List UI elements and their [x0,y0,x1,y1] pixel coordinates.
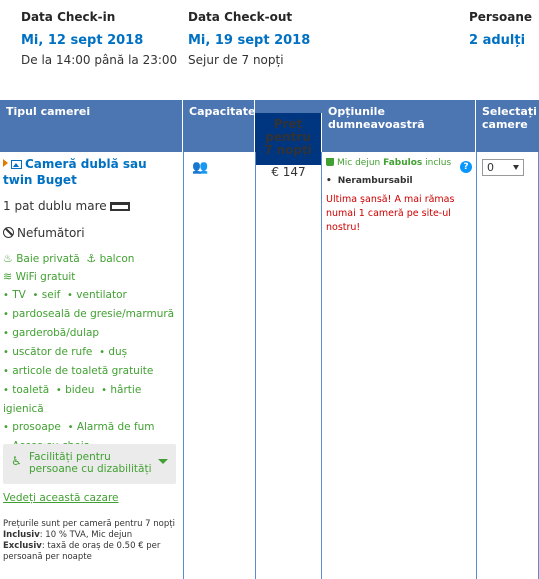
divider [321,152,322,579]
chevron-down-icon [513,165,519,170]
header-options: Opțiunile dumneavoastră [322,100,476,152]
facility-row [3,250,178,268]
facility-item: balcon [99,253,135,265]
room-price: € 147 [271,165,306,179]
divider [183,152,184,579]
facility-item: pardoseală de gresie/marmură [12,308,175,320]
facility-row: • toaletă • bideu • hârtie igienică [3,384,142,415]
wheelchair-icon: ♿ [11,454,22,468]
room-title-link[interactable] [3,156,178,188]
price-note [3,519,178,563]
smoking-text: Nefumători [17,226,85,240]
booking-summary [0,0,539,100]
room-title: Cameră dublă sau twin Buget [3,157,147,187]
facility-item: seif [41,289,61,301]
facility-item: Alarmă de fum [76,421,155,433]
smoking-info [3,226,178,240]
guests-label: Persoane [469,10,533,24]
expand-triangle-icon [3,159,8,167]
nonrefundable-label: • Nerambursabil [326,176,476,186]
coffee-cup-icon [326,158,334,166]
meal-prefix: Mic dejun [337,158,381,168]
checkin-block [21,10,177,67]
note-excluded-label: Exclusiv [3,541,42,551]
facility-item: toaletă [12,384,50,396]
accessibility-dropdown[interactable] [3,444,176,484]
divider [255,152,256,579]
checkin-hours: De la 14:00 până la 23:00 [21,53,178,67]
facility-item: duș [108,346,128,358]
checkout-label: Data Check-out [188,10,293,24]
checkout-block [188,10,310,67]
checkin-date[interactable]: Mi, 12 sept 2018 [21,33,144,48]
note-included: : 10 % TVA, Mic dejun [39,530,133,540]
bed-info [3,198,178,214]
facility-row [3,268,178,286]
facility-row: • pardoseală de gresie/marmură [3,308,175,320]
facility-item: ventilator [76,289,127,301]
note-excluded: : taxă de oraș de 0.50 € per persoană per noapte [3,541,161,562]
room-table-header [0,100,539,157]
two-persons-icon: 👥 [192,160,208,175]
view-property-link[interactable]: Vedeți această cazare [3,492,119,504]
room-row [0,152,539,579]
header-select: Selectați camere [482,105,537,131]
meal-suffix: inclus [425,158,452,168]
note-line: Prețurile sunt per cameră pentru 7 nopți [3,519,175,529]
stay-length: Sejur de 7 nopți [188,53,284,67]
checkout-date[interactable]: Mi, 19 sept 2018 [188,33,311,48]
facility-row: • prosoape • Alarmă de fum [3,421,155,433]
facility-item: prosoape [12,421,61,433]
facility-row: • TV • seif • ventilator [3,289,127,301]
facility-item: uscător de rufe [12,346,93,358]
room-options [326,156,476,235]
meal-info [326,156,476,170]
facility-item: articole de toaletă gratuite [12,365,154,377]
facility-item: WiFi gratuit [15,271,76,283]
bed-icon [110,202,130,211]
facility-item: garderobă/dulap [12,327,100,339]
facility-item: hârtie igienică [3,384,142,415]
wifi-icon: ≋ [3,270,13,283]
facility-item: Baie privată [16,253,80,265]
facility-row: • articole de toaletă gratuite [3,365,154,377]
facility-item: bideu [65,384,95,396]
photo-icon [11,160,22,169]
note-included-label: Inclusiv [3,530,40,540]
accessibility-label: Facilități pentru persoane cu dizabilități [29,451,152,475]
room-quantity-select[interactable] [482,159,524,176]
header-price: Preț pentru 7 nopți [255,113,322,165]
checkin-label: Data Check-in [21,10,116,24]
select-value: 0 [487,161,494,174]
facility-row: • garderobă/dulap [3,327,100,339]
bed-text: 1 pat dublu mare [3,199,107,213]
help-icon[interactable]: ? [460,161,472,173]
header-capacity: Capacitate [183,100,255,152]
room-details [3,156,178,456]
balcony-icon: ⚓ [86,252,97,265]
guests-value[interactable]: 2 adulți [469,33,526,48]
meal-rating: Fabulos [383,158,423,168]
last-chance-warning: Ultima șansă! A mai rămas numai 1 cameră pe site-ul nostru! [326,194,455,233]
no-smoking-icon [3,227,14,238]
divider [476,152,477,579]
bath-icon: ♨ [3,252,13,265]
chevron-down-icon [158,459,168,464]
facility-row: • uscător de rufe • duș [3,346,128,358]
guests-block [469,10,532,48]
header-room-type: Tipul camerei [0,100,183,152]
facility-item: TV [12,289,26,301]
